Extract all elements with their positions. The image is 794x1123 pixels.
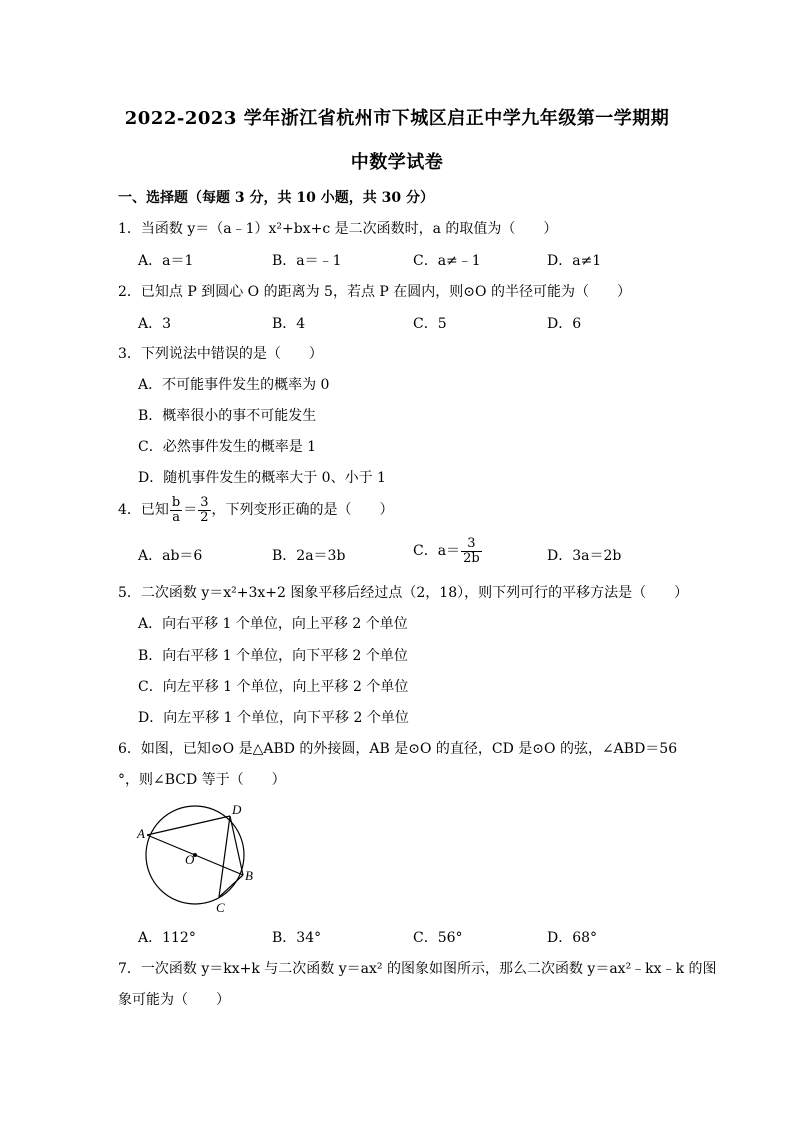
question-1-option-c: C．a≠﹣1: [413, 253, 481, 269]
question-3-option-d: D．随机事件发生的概率大于 0、小于 1: [138, 470, 386, 486]
question-5-option-d: D．向左平移 1 个单位，向下平移 2 个单位: [138, 710, 409, 726]
question-2-option-c: C．5: [413, 316, 447, 332]
fraction-numerator: 3: [461, 537, 482, 552]
question-4-suffix: ，下列变形正确的是（ ）: [211, 502, 394, 519]
fraction-numerator: b: [171, 495, 181, 510]
chord-cb: [219, 875, 243, 897]
question-3-stem: 3．下列说法中错误的是（ ）: [118, 346, 323, 362]
label-o: O: [185, 852, 195, 867]
chord-ad: [147, 816, 230, 835]
question-6-option-c: C．56°: [413, 930, 463, 946]
question-5-option-a: A．向右平移 1 个单位，向上平移 2 个单位: [138, 616, 408, 632]
fraction-denominator: 2b: [463, 550, 480, 566]
question-5-option-b: B．向右平移 1 个单位，向下平移 2 个单位: [138, 648, 408, 664]
page-title-line-1: 2022-2023 学年浙江省杭州市下城区启正中学九年级第一学期期: [124, 108, 670, 129]
question-5-option-c: C．向左平移 1 个单位，向上平移 2 个单位: [138, 679, 409, 695]
label-d: D: [232, 802, 242, 817]
page-title-line-2: 中数学试卷: [350, 152, 444, 173]
label-a: A: [137, 826, 145, 841]
question-4-option-a: A．ab＝6: [138, 548, 203, 564]
question-4-option-d: D．3a＝2b: [547, 548, 622, 564]
question-4-option-b: B．2a＝3b: [272, 548, 346, 564]
question-6-option-b: B．34°: [272, 930, 322, 946]
question-2-option-b: B．4: [272, 316, 306, 332]
label-c: C: [216, 900, 225, 915]
chord-db: [230, 816, 243, 875]
question-3-option-b: B．概率很小的事不可能发生: [138, 408, 317, 424]
question-7-stem-line-1: 7．一次函数 y＝kx+k 与二次函数 y＝ax² 的图象如图所示，那么二次函数 y＝ax²﹣kx﹣k 的图: [118, 961, 717, 977]
question-1-stem: 1．当函数 y＝（a﹣1）x²+bx+c 是二次函数时，a 的取值为（ ）: [118, 221, 558, 237]
question-4-option-c: [413, 537, 483, 565]
question-4-stem: [118, 496, 394, 524]
circle-geometry-figure: [134, 798, 262, 916]
question-2-option-d: D．6: [547, 316, 582, 332]
question-3-option-c: C．必然事件发生的概率是 1: [138, 439, 317, 455]
question-6-stem-line-2: °，则∠BCD 等于（ ）: [118, 772, 286, 788]
question-1-option-d: D．a≠1: [547, 253, 602, 269]
question-6-option-a: A．112°: [138, 930, 196, 946]
fraction-numerator: 3: [200, 495, 209, 510]
fraction-denominator: 2: [200, 509, 209, 525]
section-heading: 一、选择题（每题 3 分，共 10 小题，共 30 分）: [118, 190, 434, 206]
question-1-option-a: A．a＝1: [138, 253, 194, 269]
question-6-option-d: D．68°: [547, 930, 598, 946]
question-2-stem: 2．已知点 P 到圆心 O 的距离为 5，若点 P 在圆内，则⊙O 的半径可能为（ ）: [118, 284, 631, 300]
question-6-stem-line-1: 6．如图，已知⊙O 是△ABD 的外接圆，AB 是⊙O 的直径，CD 是⊙O 的弦，∠ABD＝56: [118, 741, 678, 757]
fraction-denominator: a: [172, 509, 180, 525]
fraction-b-over-a: [170, 496, 182, 524]
label-b: B: [245, 868, 253, 883]
question-7-stem-line-2: 象可能为（ ）: [118, 992, 230, 1008]
chord-dc: [219, 816, 230, 897]
fraction-3-over-2b: [461, 537, 482, 565]
question-4-prefix: 4．已知: [118, 502, 169, 519]
question-5-stem: 5．二次函数 y＝x²+3x+2 图象平移后经过点（2，18），则下列可行的平移方法是（ ）: [118, 585, 689, 601]
fraction-3-over-2: [198, 496, 210, 524]
question-3-option-a: A．不可能事件发生的概率为 0: [138, 377, 330, 393]
question-1-option-b: B．a＝﹣1: [272, 253, 342, 269]
option-c-prefix: C．a＝: [413, 543, 461, 560]
question-2-option-a: A．3: [138, 316, 172, 332]
equals-sign: ＝: [183, 502, 198, 519]
